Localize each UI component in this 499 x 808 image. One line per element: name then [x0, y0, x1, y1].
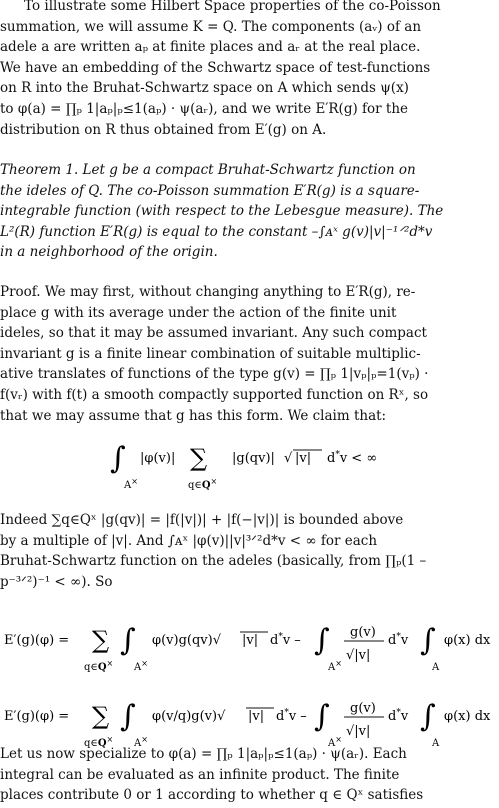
- text-line: integral can be evaluated as an infinite product. The finite: [0, 766, 400, 783]
- svg-text:∫: ∫: [420, 699, 436, 734]
- text-line: Theorem 1. Let g be a compact Bruhat-Schwartz function on: [0, 162, 416, 178]
- text-line: distribution on R thus obtained from E′(g) on A.: [0, 121, 327, 138]
- text-line: ideles, so that it may be assumed invariant. Any such compact: [0, 325, 427, 342]
- svg-text:√|v|: √|v|: [346, 648, 371, 663]
- svg-text:A×: A×: [134, 659, 148, 673]
- svg-text:d*v < ∞: d*v < ∞: [327, 450, 378, 466]
- svg-text:A×: A×: [328, 659, 342, 673]
- svg-text:∑: ∑: [92, 626, 110, 654]
- text-line: p⁻³ᐟ²)⁻¹ < ∞). So: [0, 573, 113, 590]
- text-line: Let us now specialize to φ(a) = ∏ₚ 1|aₚ|ₚ≤1(aₚ) · ψ(aᵣ). Each: [0, 746, 407, 762]
- text-line: summation, we will assume K = Q. The components (aᵥ) of an: [0, 18, 422, 35]
- svg-text:d*v –: d*v –: [276, 708, 307, 724]
- svg-text:A×: A×: [134, 735, 148, 749]
- text-line: to φ(a) = ∏ₚ 1|aₚ|ₚ≤1(aₚ) · ψ(aᵣ), and we write E′R(g) for the: [0, 100, 409, 117]
- intro-paragraph: [0, 0, 499, 140]
- svg-text:∫: ∫: [420, 623, 436, 658]
- svg-text:∫: ∫: [314, 699, 330, 734]
- svg-text:|v|: |v|: [295, 451, 312, 466]
- svg-text:√: √: [284, 451, 293, 466]
- svg-text:q∈Q×: q∈Q×: [188, 477, 218, 491]
- svg-text:φ(x) dx: φ(x) dx: [444, 633, 491, 648]
- svg-text:φ(x) dx: φ(x) dx: [444, 709, 491, 724]
- text-line: Bruhat-Schwartz function on the adeles (basically, from ∏ₚ(1 –: [0, 553, 427, 570]
- svg-text:|g(qv)|: |g(qv)|: [232, 451, 275, 466]
- svg-text:A: A: [432, 738, 440, 749]
- svg-text:g(v): g(v): [350, 701, 376, 716]
- svg-text:E′(g)(φ) =: E′(g)(φ) =: [4, 709, 70, 724]
- svg-text:∫: ∫: [314, 623, 330, 658]
- text-line: f(vᵣ) with f(t) a smooth compactly supported function on Rˣ, so: [0, 386, 429, 403]
- svg-text:∑: ∑: [92, 702, 110, 730]
- text-line: invariant g is a finite linear combination of suitable multiplic-: [0, 345, 421, 362]
- text-line: Proof. We may first, without changing anything to E′R(g), re-: [0, 284, 416, 300]
- display-equation-2: [0, 614, 499, 674]
- text-line: To illustrate some Hilbert Space properties of the co-Poisson: [24, 0, 441, 14]
- svg-text:q∈Q×: q∈Q×: [84, 735, 114, 749]
- svg-text:|φ(v)|: |φ(v)|: [140, 451, 176, 466]
- svg-text:d*v: d*v: [388, 632, 409, 648]
- text-line: adele a are written aₚ at finite places and aᵣ at the real place.: [0, 39, 421, 56]
- text-line: on R into the Bruhat-Schwartz space on A which sends ψ(x): [0, 80, 409, 97]
- text-line: places contribute 0 or 1 according to whether q ∈ Qˣ satisfies: [0, 787, 424, 804]
- text-line: We have an embedding of the Schwartz space of test-functions: [0, 59, 431, 76]
- svg-text:g(v): g(v): [350, 625, 376, 640]
- text-line: that we may assume that g has this form. We claim that:: [0, 407, 387, 424]
- svg-text:√|v|: √|v|: [346, 724, 371, 739]
- svg-text:∫: ∫: [110, 441, 126, 476]
- text-line: L²(R) function E′R(g) is equal to the constant –∫ᴀˣ g(v)|v|⁻¹ᐟ²d*v: [0, 223, 433, 240]
- text-line: the ideles of Q. The co-Poisson summation E′R(g) is a square-: [0, 182, 420, 199]
- text-line: Indeed ∑q∈Qˣ |g(qv)| = |f(|v|)| + |f(−|v|)| is bounded above: [0, 512, 404, 528]
- svg-text:d*v –: d*v –: [270, 632, 301, 648]
- svg-text:d*v: d*v: [388, 708, 409, 724]
- text-line: in a neighborhood of the origin.: [0, 244, 218, 261]
- svg-text:φ(v/q)g(v)√: φ(v/q)g(v)√: [152, 709, 226, 724]
- svg-text:q∈Q×: q∈Q×: [84, 659, 114, 673]
- svg-text:φ(v)g(qv)√: φ(v)g(qv)√: [152, 633, 222, 648]
- svg-text:A: A: [432, 662, 440, 673]
- text-line: place g with its average under the action of the finite unit: [0, 304, 397, 321]
- final-paragraph: [0, 744, 499, 806]
- svg-text:A×: A×: [124, 477, 138, 491]
- svg-text:|v|: |v|: [248, 709, 265, 724]
- svg-text:∑: ∑: [190, 444, 208, 472]
- svg-text:|v|: |v|: [242, 633, 259, 648]
- display-equation-3: [0, 690, 499, 750]
- text-line: by a multiple of |v|. And ∫ᴀˣ |φ(v)||v|³ᐟ²d*v < ∞ for each: [0, 532, 378, 549]
- text-line: integrable function (with respect to the Lebesgue measure). The: [0, 203, 444, 220]
- indeed-paragraph: [0, 510, 499, 592]
- theorem-statement: [0, 160, 499, 263]
- svg-text:∫: ∫: [120, 699, 136, 734]
- proof-paragraph: [0, 282, 499, 426]
- svg-text:A×: A×: [328, 735, 342, 749]
- display-equation-1: [0, 432, 499, 492]
- text-line: ative translates of functions of the type g(v) = ∏ₚ 1|vₚ|ₚ=1(vₚ) ·: [0, 366, 429, 383]
- svg-text:∫: ∫: [120, 623, 136, 658]
- svg-text:E′(g)(φ) =: E′(g)(φ) =: [4, 633, 70, 648]
